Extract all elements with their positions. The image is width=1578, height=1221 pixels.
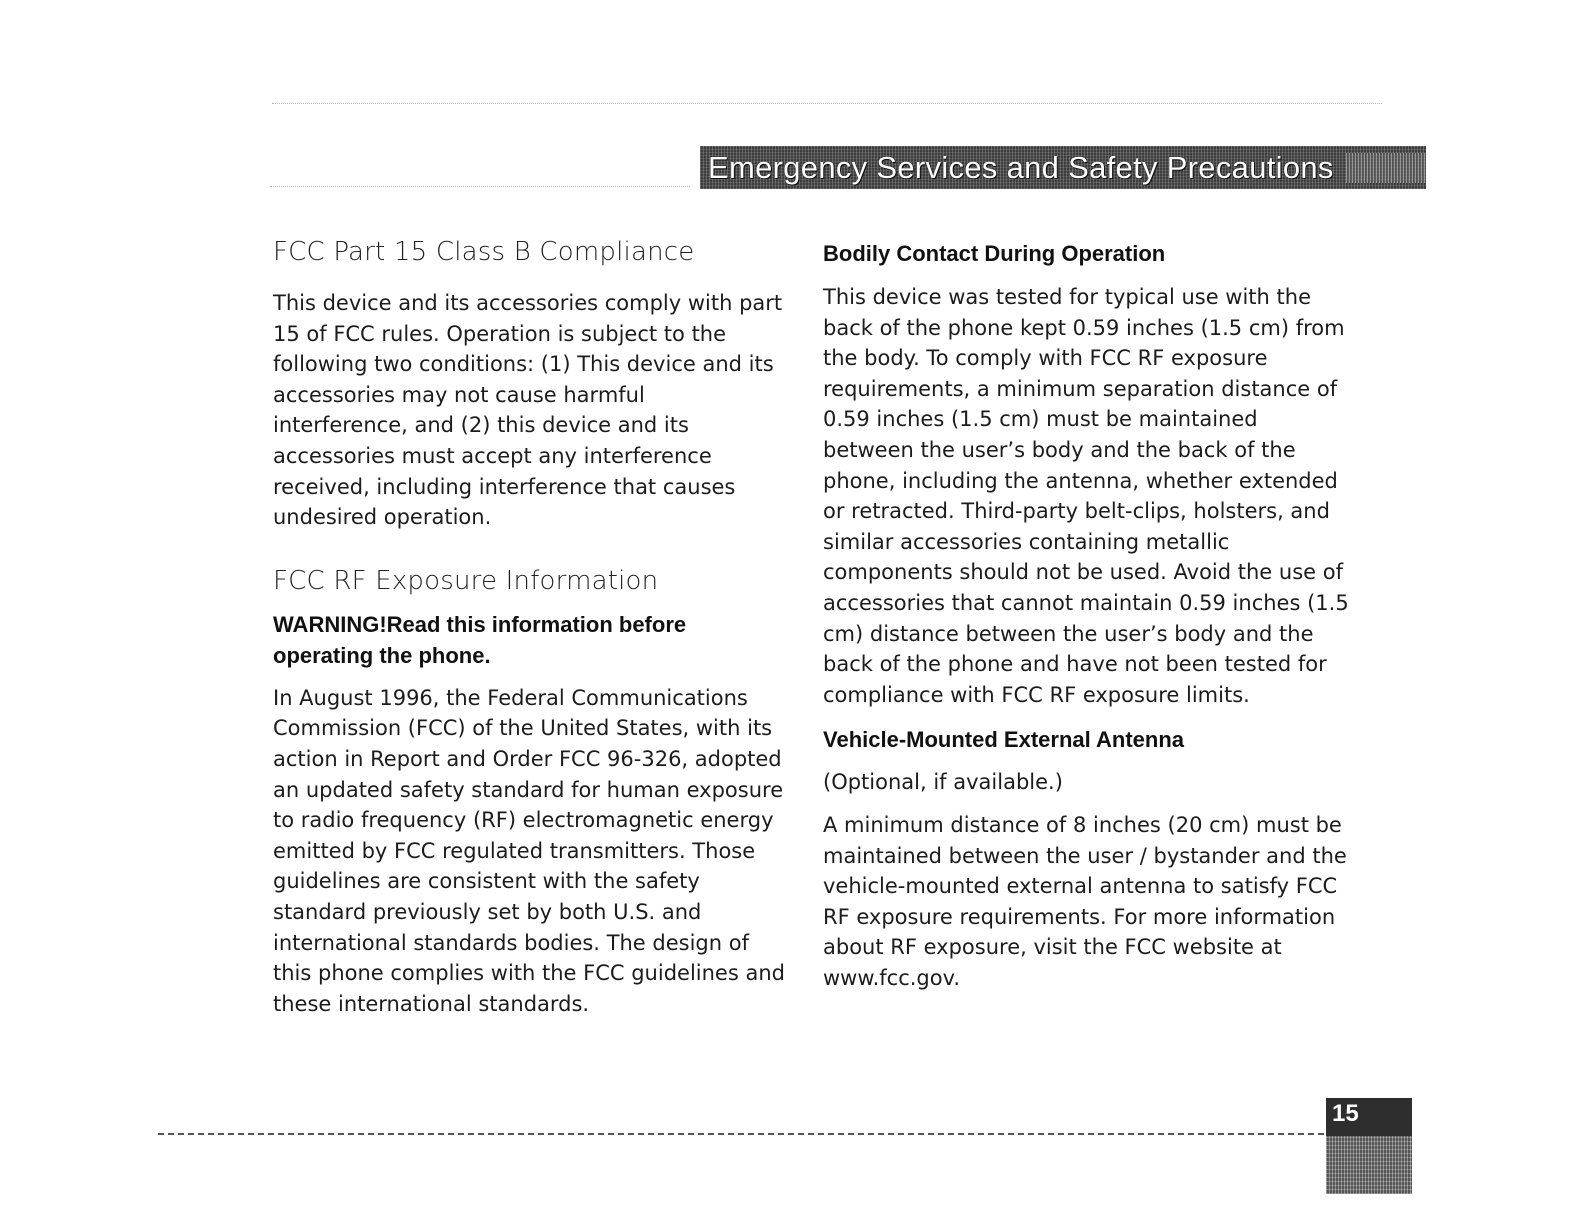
vehicle-antenna-heading: Vehicle-Mounted External Antenna [823, 727, 1185, 753]
left-column [273, 232, 785, 1019]
section-header-title: Emergency Services and Safety Precautions [708, 149, 1334, 185]
bodily-contact-body: This device was tested for typical use with the back of the phone kept 0.59 inches (1.5 cm) from the body. To comply with FCC RF exposure requirements, a minimum separation distance of 0.59 inches (1.5 cm) must be maintained between the user’s body and the back of the phone, including the antenna, whether extended or retracted. Third-party belt-clips, holsters, and similar accessories containing metallic components should not be used. Avoid the use of accessories that cannot maintain 0.59 inches (1.5 cm) distance between the user’s body and the back of the phone and have not been tested for compliance with FCC RF exposure limits. [823, 285, 1349, 707]
fcc-part15-body: This device and its accessories comply with part 15 of FCC rules. Operation is subject to the following two conditions: (1) This device and its accessories may not cause harmful interference, and (2) this device and its accessories must accept any interference received, including interference that causes undesired operation. [273, 291, 783, 530]
warning-heading [273, 609, 785, 671]
header-left-rule [270, 186, 690, 187]
top-scan-line [272, 103, 1382, 104]
footer-dashed-rule [158, 1133, 1324, 1135]
page-number: 15 [1332, 1100, 1359, 1127]
vehicle-antenna-body: A minimum distance of 8 inches (20 cm) must be maintained between the user / bystander and the vehicle-mounted external antenna to satisfy FCC RF exposure requirements. For more information about RF exposure, visit the FCC website at www.fcc.gov. [823, 812, 1347, 990]
bodily-contact-heading: Bodily Contact During Operation [823, 241, 1166, 266]
page-number-tab [1326, 1098, 1412, 1194]
section-header-banner [700, 146, 1426, 189]
warning-line-2: operating the phone. [273, 642, 491, 668]
fcc-rf-exposure-body: In August 1996, the Federal Communications Commission (FCC) of the United States, with its action in Report and Order FCC 96-326, adopted an updated safety standard for human exposure to radio frequency (RF) electromagnetic energy emitted by FCC regulated transmitters. Those guidelines are consistent with the safety standard previously set by both U.S. and international standards bodies. The design of this phone complies with the FCC guidelines and these international standards. [273, 685, 785, 1016]
fcc-part15-title: FCC Part 15 Class B Compliance [273, 237, 695, 267]
header-banner-texture [1346, 153, 1426, 183]
fcc-rf-exposure-title: FCC RF Exposure Information [273, 565, 659, 596]
vehicle-antenna-optional: (Optional, if available.) [823, 770, 1063, 795]
warning-line-1: WARNING!Read this information before [273, 611, 687, 637]
right-column [823, 238, 1353, 993]
